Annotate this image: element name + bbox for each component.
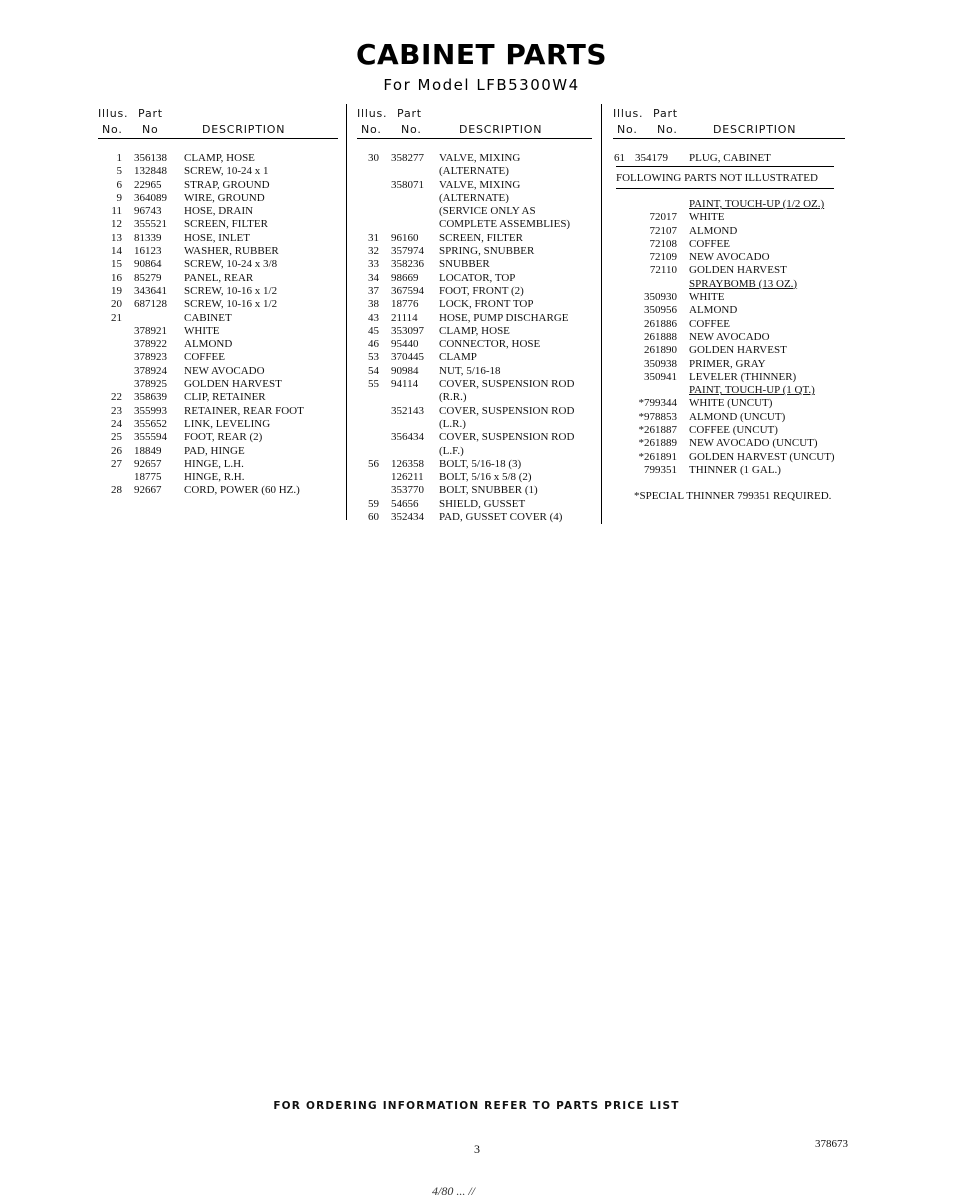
part-description: CLAMP, HOSE (439, 324, 510, 337)
part-number: 378922 (134, 338, 167, 351)
document-number: 378673 (815, 1138, 848, 1150)
part-number: 261888 (644, 330, 677, 343)
part-number: 132848 (134, 165, 167, 178)
part-description: PAINT, TOUCH-UP (1/2 OZ.) (689, 198, 825, 210)
part-number: 21114 (391, 311, 418, 324)
part-description: (ALTERNATE) (439, 165, 509, 178)
illus-number: 20 (111, 298, 122, 311)
list-item (613, 251, 845, 264)
list-item (357, 391, 592, 404)
list-item (98, 152, 338, 165)
part-number: 687128 (134, 298, 167, 311)
part-description: COMPLETE ASSEMBLIES) (439, 218, 571, 231)
part-description: VALVE, MIXING (439, 152, 521, 164)
part-number: 358071 (391, 178, 424, 191)
parts-list (357, 152, 592, 524)
illus-number: 26 (111, 444, 122, 457)
illus-number: 33 (368, 258, 379, 271)
divider (616, 188, 834, 189)
part-number: 92657 (134, 457, 162, 470)
illus-number: 11 (111, 205, 122, 218)
list-item (613, 424, 845, 437)
illus-number: 1 (116, 152, 122, 164)
illus-number: 24 (111, 417, 122, 430)
list-item (98, 338, 338, 351)
divider (616, 166, 834, 167)
illus-number: 12 (111, 218, 122, 231)
part-number: 355993 (134, 404, 167, 417)
part-number: 54656 (391, 497, 419, 510)
part-description: NEW AVOCADO (184, 364, 265, 377)
part-number: 356138 (134, 152, 167, 164)
list-item (98, 165, 338, 178)
part-description: COFFEE (184, 351, 225, 364)
part-number: 350956 (644, 304, 677, 317)
list-item (613, 451, 845, 464)
part-description: SCREEN, FILTER (439, 231, 523, 244)
list-item (613, 278, 845, 291)
list-item (98, 258, 338, 271)
part-number: 358639 (134, 391, 167, 404)
part-description: GOLDEN HARVEST (UNCUT) (689, 450, 835, 463)
illus-number: 5 (116, 165, 122, 178)
footnote: *SPECIAL THINNER 799351 REQUIRED. (634, 490, 832, 502)
part-description: LINK, LEVELING (184, 417, 271, 430)
list-item (357, 152, 592, 165)
part-description: PRIMER, GRAY (689, 357, 766, 370)
part-description: CLAMP, HOSE (184, 152, 255, 164)
part-description: HOSE, DRAIN (184, 205, 254, 218)
page-number: 3 (474, 1142, 480, 1156)
list-item (98, 405, 338, 418)
part-number: 126211 (391, 471, 424, 484)
part-number: 98669 (391, 271, 419, 284)
part-no-label: No. (657, 123, 678, 136)
column-header (98, 104, 338, 139)
part-number: *978853 (638, 410, 677, 423)
illus-number: 59 (368, 497, 379, 510)
list-item (357, 431, 592, 444)
list-item (357, 445, 592, 458)
part-number: 16123 (134, 245, 162, 258)
part-description: ALMOND (UNCUT) (689, 410, 786, 423)
list-item (357, 471, 592, 484)
part-description: ALMOND (184, 338, 233, 351)
part-description: SNUBBER (439, 258, 490, 271)
part-description: CORD, POWER (60 HZ.) (184, 484, 300, 497)
part-description: LOCATOR, TOP (439, 271, 516, 284)
part-description: STRAP, GROUND (184, 178, 270, 191)
list-item (613, 198, 845, 211)
list-item (98, 484, 338, 497)
part-description: WIRE, GROUND (184, 191, 265, 204)
part-number: *261887 (638, 424, 677, 437)
part-description: CLAMP (439, 351, 477, 364)
list-item (613, 344, 845, 357)
illus-number: 32 (368, 245, 379, 258)
part-description: WHITE (184, 324, 220, 337)
part-description: WASHER, RUBBER (184, 245, 279, 258)
parts-column-2 (357, 104, 592, 524)
illus-number: 43 (368, 311, 379, 324)
part-description: (R.R.) (439, 391, 467, 404)
part-number: 96743 (134, 205, 162, 218)
part-number: 72110 (649, 264, 677, 277)
part-number: 81339 (134, 231, 162, 244)
illus-number: 46 (368, 338, 379, 351)
parts-list (98, 152, 338, 498)
list-item (98, 218, 338, 231)
part-description: PLUG, CABINET (689, 152, 771, 164)
part-number: 358236 (391, 258, 424, 271)
part-description: WHITE (689, 291, 725, 304)
list-item (98, 458, 338, 471)
list-item (98, 179, 338, 192)
part-number: 358277 (391, 152, 424, 164)
part-number: 378921 (134, 324, 167, 337)
part-description: COFFEE (689, 237, 730, 250)
list-item (357, 192, 592, 205)
list-item (613, 411, 845, 424)
list-item (98, 325, 338, 338)
list-item (357, 272, 592, 285)
part-description: (ALTERNATE) (439, 191, 509, 204)
part-description: PAINT, TOUCH-UP (1 QT.) (689, 384, 815, 397)
part-number: *261891 (638, 450, 677, 463)
column-divider (346, 104, 347, 520)
part-number: 355594 (134, 431, 167, 444)
part-description: NEW AVOCADO (689, 251, 770, 264)
no-label: No. (617, 123, 638, 136)
part-no-label: No (142, 123, 159, 136)
part-number: 352434 (391, 511, 424, 524)
part-no-label: No. (401, 123, 422, 136)
part-number: *261889 (638, 437, 677, 450)
part-description: ALMOND (689, 224, 738, 237)
part-description: COVER, SUSPENSION ROD (439, 378, 575, 391)
list-item (357, 298, 592, 311)
illus-number: 34 (368, 271, 379, 284)
part-description: WHITE (UNCUT) (689, 397, 773, 410)
part-number: 72109 (649, 251, 677, 264)
part-number: 378923 (134, 351, 167, 364)
handwritten-note: 4/80 ... // (432, 1184, 476, 1198)
list-item (98, 378, 338, 391)
part-description: COVER, SUSPENSION ROD (439, 431, 575, 444)
list-item (357, 218, 592, 231)
part-description: HOSE, INLET (184, 231, 250, 244)
list-item (98, 391, 338, 404)
part-description: PANEL, REAR (184, 271, 254, 284)
part-description: BOLT, 5/16 x 5/8 (2) (439, 471, 532, 484)
illus-number: 13 (111, 231, 122, 244)
list-item (357, 312, 592, 325)
list-item (98, 431, 338, 444)
part-description: (L.F.) (439, 444, 464, 457)
part-description: SPRAYBOMB (13 OZ.) (689, 277, 798, 290)
list-item (357, 179, 592, 192)
list-item (613, 304, 845, 317)
column-header (357, 104, 592, 139)
part-number: 126358 (391, 457, 424, 470)
list-item (357, 365, 592, 378)
part-number: 355652 (134, 417, 167, 430)
column-header (613, 104, 845, 139)
illus-number: 56 (368, 457, 379, 470)
list-item (613, 331, 845, 344)
part-description: SPRING, SNUBBER (439, 245, 535, 258)
parts-list (613, 152, 845, 165)
no-label: No. (361, 123, 382, 136)
not-illustrated-heading: FOLLOWING PARTS NOT ILLUSTRATED (616, 172, 818, 184)
part-description: SCREW, 10-24 x 1 (184, 165, 269, 178)
ordering-info: FOR ORDERING INFORMATION REFER TO PARTS PRICE LIST (273, 1100, 680, 1112)
list-item (357, 325, 592, 338)
list-item (357, 285, 592, 298)
part-description: PAD, HINGE (184, 444, 245, 457)
illus-number: 25 (111, 431, 122, 444)
part-number: 364089 (134, 191, 167, 204)
part-description: SCREW, 10-16 x 1/2 (184, 284, 278, 297)
part-number: *799344 (638, 397, 677, 410)
list-item (98, 312, 338, 325)
illus-number: 60 (368, 511, 379, 524)
part-description: WHITE (689, 211, 725, 224)
list-item (357, 484, 592, 497)
part-number: 355521 (134, 218, 167, 231)
illus-number: 16 (111, 271, 122, 284)
part-description: FOOT, REAR (2) (184, 431, 263, 444)
illus-label: Illus. (613, 107, 644, 120)
part-number: 92667 (134, 484, 162, 497)
part-number: 90864 (134, 258, 162, 271)
list-item (613, 384, 845, 397)
part-description: BOLT, SNUBBER (1) (439, 484, 538, 497)
part-label: Part (397, 107, 422, 120)
list-item (357, 351, 592, 364)
list-item (357, 458, 592, 471)
illus-number: 27 (111, 457, 122, 470)
list-item (357, 205, 592, 218)
part-description: COFFEE (UNCUT) (689, 424, 778, 437)
list-item (357, 405, 592, 418)
parts-column-3 (613, 104, 845, 165)
list-item (357, 418, 592, 431)
list-item (357, 338, 592, 351)
part-description: THINNER (1 GAL.) (689, 463, 781, 476)
part-description: (SERVICE ONLY AS (439, 205, 536, 218)
part-description: GOLDEN HARVEST (689, 264, 787, 277)
part-description: FOOT, FRONT (2) (439, 284, 524, 297)
part-description: SCREW, 10-24 x 3/8 (184, 258, 278, 271)
list-item (613, 291, 845, 304)
list-item (613, 238, 845, 251)
part-description: HOSE, PUMP DISCHARGE (439, 311, 569, 324)
illus-number: 9 (116, 191, 122, 204)
part-number: 18775 (134, 471, 162, 484)
list-item (613, 464, 845, 477)
part-number: 357974 (391, 245, 424, 258)
description-label: DESCRIPTION (459, 123, 543, 136)
part-number: 22965 (134, 178, 162, 191)
list-item (98, 351, 338, 364)
part-number: 96160 (391, 231, 419, 244)
list-item (613, 397, 845, 410)
part-description: LEVELER (THINNER) (689, 370, 797, 383)
list-item (98, 365, 338, 378)
description-label: DESCRIPTION (713, 123, 797, 136)
part-number: 356434 (391, 431, 424, 444)
illus-number: 55 (368, 378, 379, 391)
list-item (613, 318, 845, 331)
list-item (357, 258, 592, 271)
list-item (98, 418, 338, 431)
part-description: COFFEE (689, 317, 730, 330)
list-item (98, 298, 338, 311)
part-number: 261886 (644, 317, 677, 330)
part-number: 18849 (134, 444, 162, 457)
illus-number: 54 (368, 364, 379, 377)
list-item (98, 272, 338, 285)
part-number: 85279 (134, 271, 162, 284)
part-number: 261890 (644, 344, 677, 357)
illus-number: 23 (111, 404, 122, 417)
list-item (98, 471, 338, 484)
part-number: 354179 (635, 152, 668, 164)
part-description: PAD, GUSSET COVER (4) (439, 511, 563, 524)
part-description: ALMOND (689, 304, 738, 317)
part-number: 352143 (391, 404, 424, 417)
illus-number: 14 (111, 245, 122, 258)
part-label: Part (653, 107, 678, 120)
illus-number: 31 (368, 231, 379, 244)
list-item (98, 205, 338, 218)
illus-number: 53 (368, 351, 379, 364)
not-illustrated-list (613, 198, 845, 477)
part-description: CLIP, RETAINER (184, 391, 266, 404)
list-item (357, 245, 592, 258)
part-number: 370445 (391, 351, 424, 364)
model-subtitle: For Model LFB5300W4 (383, 76, 580, 94)
illus-number: 6 (116, 178, 122, 191)
part-description: LOCK, FRONT TOP (439, 298, 534, 311)
part-number: 18776 (391, 298, 419, 311)
page-title: CABINET PARTS (355, 38, 608, 71)
part-number: 95440 (391, 338, 419, 351)
list-item (613, 264, 845, 277)
part-description: SCREEN, FILTER (184, 218, 268, 231)
list-item (357, 165, 592, 178)
illus-label: Illus. (357, 107, 388, 120)
part-number: 353097 (391, 324, 424, 337)
part-number: 350941 (644, 370, 677, 383)
list-item (98, 285, 338, 298)
illus-number: 22 (111, 391, 122, 404)
part-number: 350930 (644, 291, 677, 304)
part-description: GOLDEN HARVEST (689, 344, 787, 357)
list-item (613, 211, 845, 224)
part-description: NUT, 5/16-18 (439, 364, 501, 377)
part-description: NEW AVOCADO (689, 330, 770, 343)
part-description: HINGE, R.H. (184, 471, 245, 484)
list-item (613, 358, 845, 371)
list-item (357, 498, 592, 511)
part-description: BOLT, 5/16-18 (3) (439, 457, 522, 470)
illus-number: 61 (614, 152, 625, 164)
part-description: CABINET (184, 311, 232, 324)
illus-number: 28 (111, 484, 122, 497)
list-item (613, 225, 845, 238)
illus-number: 21 (111, 311, 122, 324)
part-number: 94114 (391, 378, 419, 391)
column-divider (601, 104, 602, 524)
list-item (613, 371, 845, 384)
part-label: Part (138, 107, 163, 120)
part-number: 72017 (649, 211, 677, 224)
part-number: 350938 (644, 357, 677, 370)
part-description: (L.R.) (439, 417, 466, 430)
part-number: 72107 (649, 224, 677, 237)
part-number: 799351 (644, 463, 677, 476)
list-item (357, 232, 592, 245)
illus-number: 38 (368, 298, 379, 311)
part-description: SHIELD, GUSSET (439, 497, 526, 510)
part-number: 378925 (134, 378, 167, 391)
list-item (357, 511, 592, 524)
list-item (613, 437, 845, 450)
part-description: HINGE, L.H. (184, 457, 244, 470)
illus-label: Illus. (98, 107, 129, 120)
part-description: CONNECTOR, HOSE (439, 338, 541, 351)
part-description: VALVE, MIXING (439, 178, 521, 191)
illus-number: 19 (111, 284, 122, 297)
part-description: SCREW, 10-16 x 1/2 (184, 298, 278, 311)
list-item (98, 445, 338, 458)
no-label: No. (102, 123, 123, 136)
part-description: GOLDEN HARVEST (184, 378, 282, 391)
list-item (613, 152, 845, 165)
part-description: COVER, SUSPENSION ROD (439, 404, 575, 417)
list-item (357, 378, 592, 391)
list-item (98, 192, 338, 205)
illus-number: 30 (368, 152, 379, 164)
list-item (98, 245, 338, 258)
illus-number: 45 (368, 324, 379, 337)
illus-number: 37 (368, 284, 379, 297)
part-number: 378924 (134, 364, 167, 377)
part-number: 353770 (391, 484, 424, 497)
part-description: RETAINER, REAR FOOT (184, 404, 304, 417)
description-label: DESCRIPTION (202, 123, 286, 136)
part-description: NEW AVOCADO (UNCUT) (689, 437, 818, 450)
parts-column-1 (98, 104, 338, 498)
part-number: 343641 (134, 284, 167, 297)
part-number: 72108 (649, 237, 677, 250)
part-number: 367594 (391, 284, 424, 297)
list-item (98, 232, 338, 245)
part-number: 90984 (391, 364, 419, 377)
illus-number: 15 (111, 258, 122, 271)
